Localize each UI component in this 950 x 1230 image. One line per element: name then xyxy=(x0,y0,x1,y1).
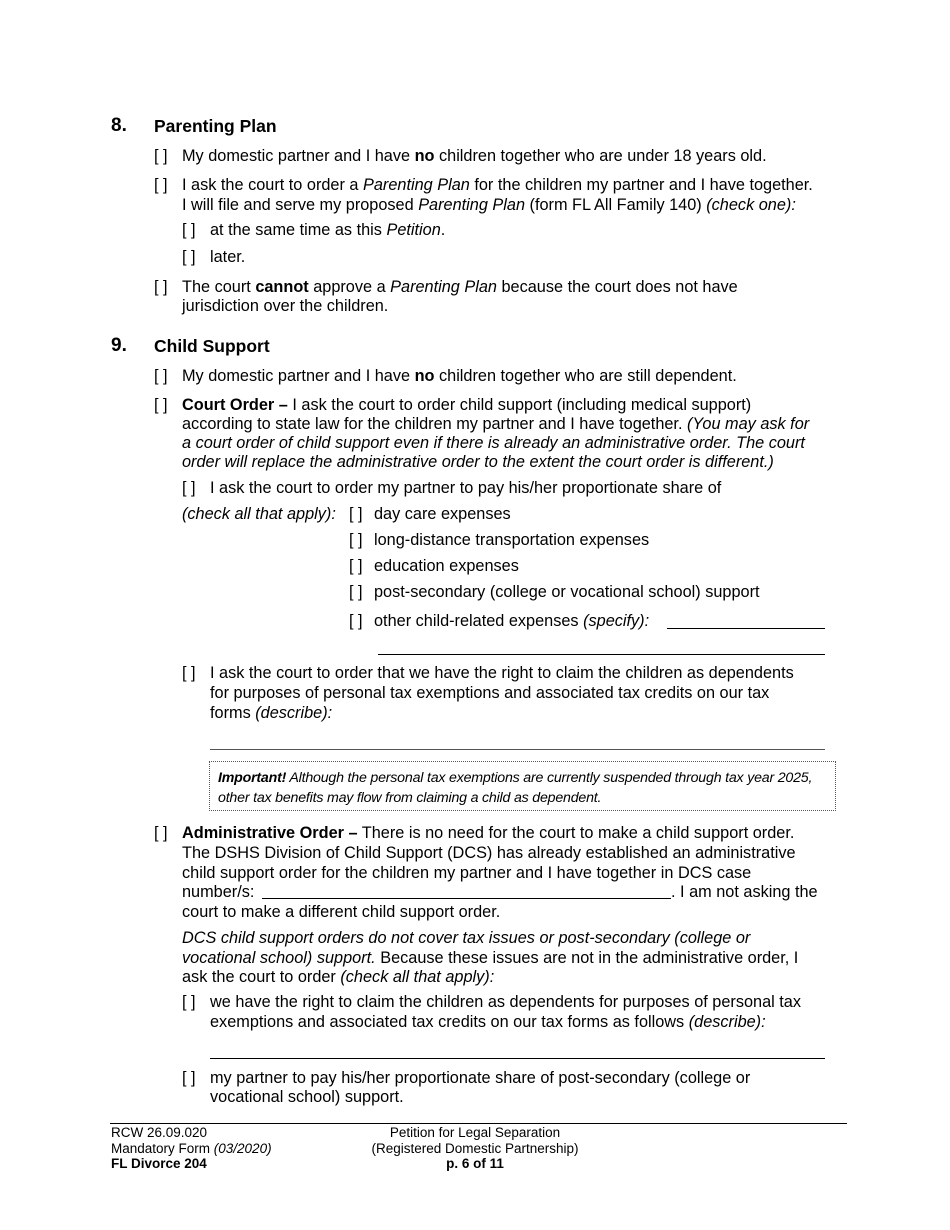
checkbox-same-time[interactable]: [ ] xyxy=(182,221,196,239)
expense-item: education expenses xyxy=(374,557,519,575)
checkbox-administrative-order[interactable]: [ ] xyxy=(154,824,168,842)
footer-form-date: Mandatory Form (03/2020) xyxy=(111,1140,272,1156)
no-dependent-children-text: My domestic partner and I have no children together who are still dependent. xyxy=(182,367,737,385)
checkbox-proportionate-share[interactable]: [ ] xyxy=(182,479,196,497)
expense-item: post-secondary (college or vocational school) support xyxy=(374,583,760,601)
other-expenses-text: other child-related expenses (specify): xyxy=(374,612,650,630)
checkbox-post-secondary[interactable]: [ ] xyxy=(349,583,363,601)
section-8-title: Parenting Plan xyxy=(154,116,277,136)
footer-doc-title: Petition for Legal Separation xyxy=(389,1125,561,1140)
section-9-title: Child Support xyxy=(154,336,270,356)
checkbox-right-to-claim[interactable]: [ ] xyxy=(182,993,196,1011)
checkbox-court-order[interactable]: [ ] xyxy=(154,396,168,414)
other-expenses-blank-2[interactable] xyxy=(378,654,825,655)
checkbox-later[interactable]: [ ] xyxy=(182,248,196,266)
checkbox-ask-parenting-plan[interactable]: [ ] xyxy=(154,176,168,194)
proportionate-share-text: I ask the court to order my partner to pay his/her proportionate share of xyxy=(210,479,722,497)
footer-statute: RCW 26.09.020 xyxy=(111,1125,208,1140)
footer-divider xyxy=(110,1123,847,1124)
checkbox-no-dependent-children[interactable]: [ ] xyxy=(154,367,168,385)
checkbox-transportation[interactable]: [ ] xyxy=(349,531,363,549)
dcs-case-number-blank[interactable] xyxy=(262,898,671,899)
footer-doc-subtitle: (Registered Domestic Partnership) xyxy=(371,1140,579,1156)
footer-page-number: p. 6 of 11 xyxy=(446,1156,504,1171)
checkbox-education[interactable]: [ ] xyxy=(349,557,363,575)
checkbox-claim-dependents[interactable]: [ ] xyxy=(182,664,196,682)
expense-item: day care expenses xyxy=(374,505,511,523)
important-note: Important! Although the personal tax exemptions are currently suspended through tax year 2025, other tax benefits may flow from claiming a child as dependent. xyxy=(209,761,836,811)
footer-center xyxy=(325,1125,625,1172)
checkbox-day-care[interactable]: [ ] xyxy=(349,505,363,523)
footer-form-number: FL Divorce 204 xyxy=(111,1156,207,1171)
section-8-number: 8. xyxy=(111,115,127,136)
later-text: later. xyxy=(210,248,246,266)
checkbox-other-expenses[interactable]: [ ] xyxy=(349,612,363,630)
right-to-claim-blank[interactable] xyxy=(210,1058,825,1059)
checkbox-post-secondary-share[interactable]: [ ] xyxy=(182,1069,196,1087)
other-expenses-blank-1[interactable] xyxy=(667,628,825,629)
checkbox-no-children-under-18[interactable]: [ ] xyxy=(154,147,168,165)
check-all-label: (check all that apply): xyxy=(182,505,336,523)
no-children-under-18-text: My domestic partner and I have no children together who are under 18 years old. xyxy=(182,147,767,165)
checkbox-cannot-approve[interactable]: [ ] xyxy=(154,278,168,296)
expense-item: long-distance transportation expenses xyxy=(374,531,650,549)
claim-dependents-blank[interactable] xyxy=(210,749,825,750)
same-time-text: at the same time as this Petition. xyxy=(210,221,446,239)
section-9-number: 9. xyxy=(111,335,127,356)
footer-left xyxy=(111,1125,272,1172)
